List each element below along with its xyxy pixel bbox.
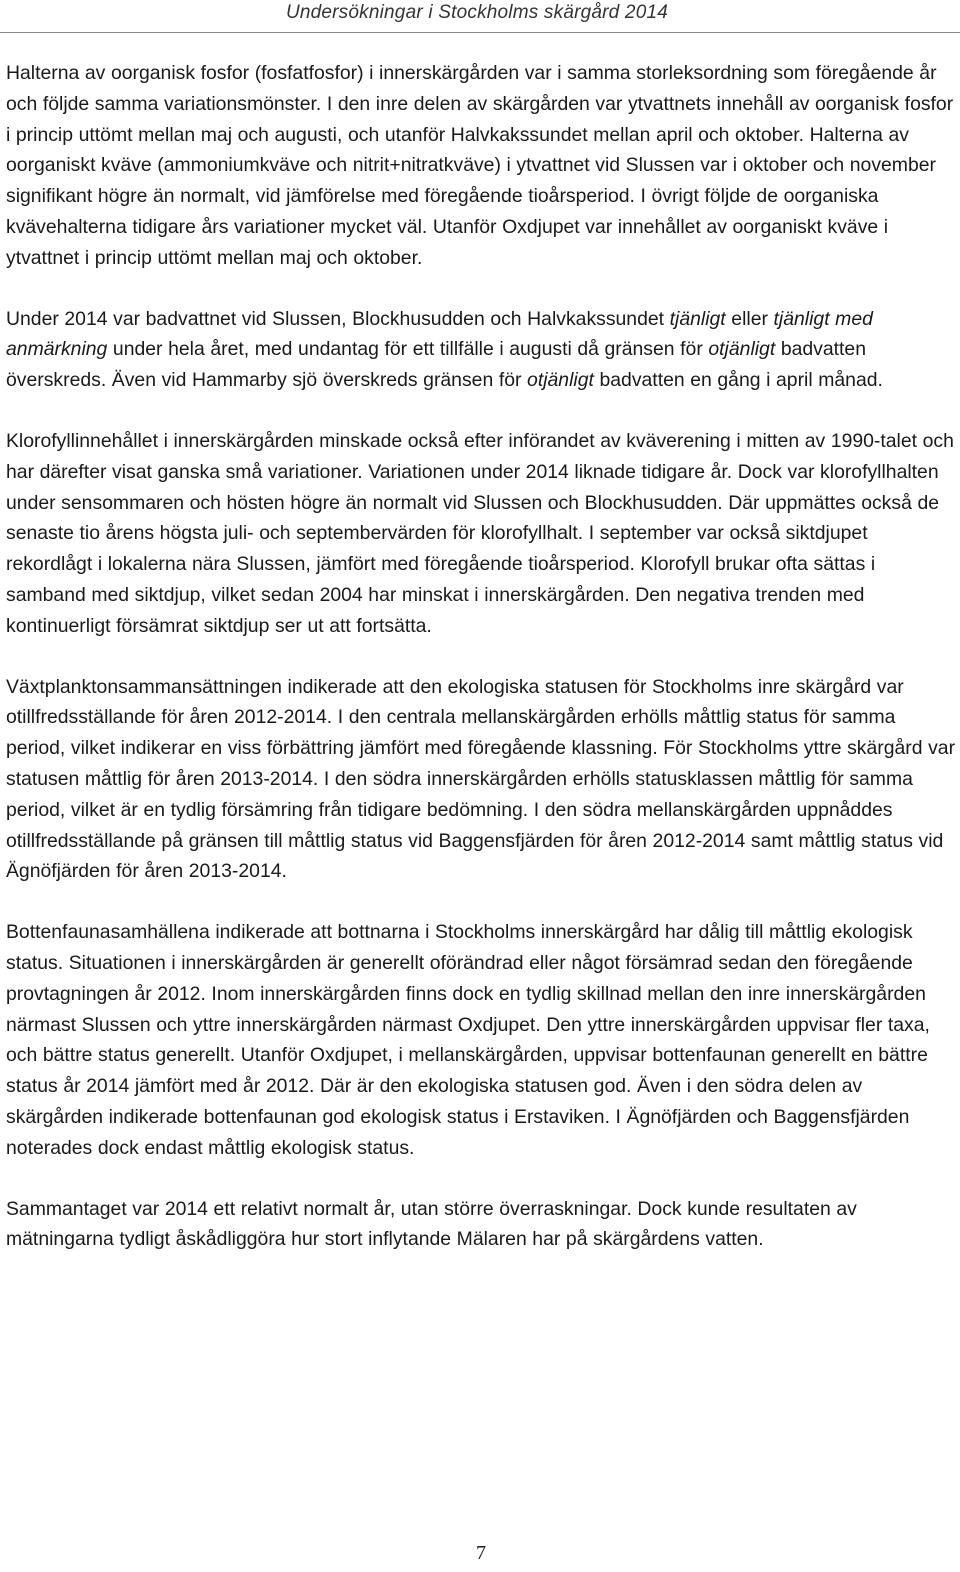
text-run: badvatten överskreds. Även vid Hammarby sjö överskreds gränsen för (6, 338, 866, 392)
paragraph-summary: Sammantaget var 2014 ett relativt normalt år, utan större överraskningar. Dock kunde resultaten av mätningarna tydligt åskådliggöra hur stort inflytande Mälaren har på skärgårdens vatten. (6, 1197, 857, 1251)
text-run: eller (725, 307, 774, 330)
header-divider (0, 32, 960, 33)
emphasis-term: tjänligt med anmärkning (6, 307, 873, 361)
emphasis-term: tjänligt (669, 307, 726, 330)
text-run: badvatten en gång i april månad. (593, 369, 883, 392)
running-header: Undersökningar i Stockholms skärgård 2014 (285, 2, 668, 23)
paragraph-phytoplankton: Växtplanktonsammansättningen indikerade att den ekologiska statusen för Stockholms inre skärgård var otillfredsställande för åren 2012-2014. I den centrala mellanskärgården erhölls måttlig status för samma period, vilket indikerar en viss förbättring jämfört med föregående klassning. För Stockholms yttre skärgård var statusen måttlig för åren 2013-2014. I den södra innerskärgården erhölls statusklassen måttlig för samma period, vilket är en tydlig försämring från tidigare bedömning. I den södra mellanskärgården uppnåddes otillfredsställande på gränsen till måttlig status vid Baggensfjärden för åren 2012-2014 samt måttlig status vid Ägnöfjärden för åren 2013-2014. (6, 675, 956, 883)
page-number: 7 (476, 1542, 486, 1564)
paragraph-bathing-water (6, 304, 956, 396)
emphasis-term: otjänligt (708, 338, 776, 361)
text-run: under hela året, med undantag för ett tillfälle i augusti då gränsen för (107, 338, 709, 361)
paragraph-chlorophyll: Klorofyllinnehållet i innerskärgården minskade också efter införandet av kväverening i mitten av 1990-talet och har därefter visat ganska små variationer. Variationen under 2014 liknade tidigare år. Dock var klorofyllhalten under sensommaren och hösten högre än normalt vid Slussen och Blockhusudden. Där uppmättes också de senaste tio årens högsta juli- och septembervärden för klorofyllhalt. I september var också siktdjupet rekordlågt i lokalerna nära Slussen, jämfört med föregående tioårsperiod. Klorofyll brukar ofta sättas i samband med siktdjup, vilket sedan 2004 har minskat i innerskärgården. Den negativa trenden med kontinuerligt försämrat siktdjup ser ut att fortsätta. (6, 429, 954, 637)
document-body (6, 58, 956, 1285)
text-run: Under 2014 var badvattnet vid Slussen, Blockhusudden och Halvkakssundet (6, 307, 670, 330)
paragraph-nutrients: Halterna av oorganisk fosfor (fosfatfosfor) i innerskärgården var i samma storleksordning som föregående år och följde samma variationsmönster. I den inre delen av skärgården var ytvattnets innehåll av oorganisk fosfor i princip uttömt mellan maj och augusti, och utanför Halvkakssundet mellan april och oktober. Halterna av oorganiskt kväve (ammoniumkväve och nitrit+nitratkväve) i ytvattnet vid Slussen var i oktober och november signifikant högre än normalt, vid jämförelse med föregående tioårsperiod. I övrigt följde de oorganiska kvävehalterna tidigare års variationer mycket väl. Utanför Oxdjupet var innehållet av oorganiskt kväve i ytvattnet i princip uttömt mellan maj och oktober. (6, 62, 954, 269)
emphasis-term: otjänligt (527, 369, 594, 392)
paragraph-benthic-fauna: Bottenfaunasamhällena indikerade att bottnarna i Stockholms innerskärgård har dålig till måttlig ekologisk status. Situationen i innerskärgården är generellt oförändrad eller något försämrad sedan den föregående provtagningen år 2012. Inom innerskärgården finns dock en tydlig skillnad mellan den inre innerskärgården närmast Slussen och yttre innerskärgården närmast Oxdjupet. Den yttre innerskärgården uppvisar fler taxa, och bättre status generellt. Utanför Oxdjupet, i mellanskärgården, uppvisar bottenfaunan generellt en bättre status år 2014 jämfört med år 2012. Där är den ekologiska statusen god. Även i den södra delen av skärgården indikerade bottenfaunan god ekologisk status i Erstaviken. I Ägnöfjärden och Baggensfjärden noterades dock endast måttlig ekologisk status. (6, 921, 930, 1159)
